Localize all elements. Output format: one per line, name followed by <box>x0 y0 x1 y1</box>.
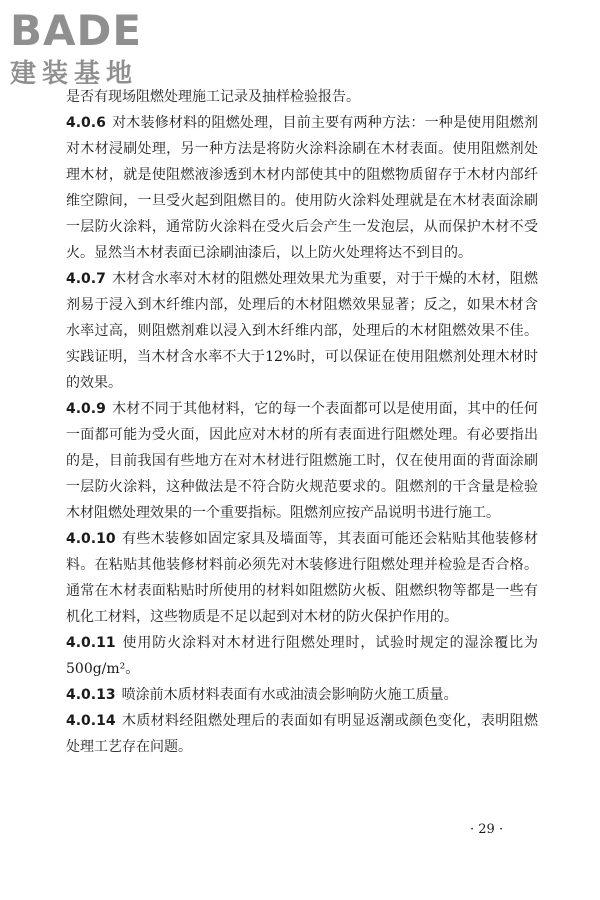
watermark-brand: BADE <box>10 6 143 55</box>
watermark-logo <box>8 6 178 90</box>
clause-number: 4.0.13 <box>66 687 116 703</box>
watermark-subtitle: 建装基地 <box>10 59 139 89</box>
paragraph-text: 有些木装修如固定家具及墙面等，其表面可能还会粘贴其他装修材料。在粘贴其他装修材料前必须先对木装修进行阻燃处理并检验是否合格。通常在木材表面粘贴时所使用的材料如阻燃防火板、阻燃织物等都是一些有机化工材料，这些物质是不足以起到对木材的防火保护作用的。 <box>66 531 538 625</box>
document-body <box>66 84 538 760</box>
paragraph-4-0-13 <box>66 682 538 708</box>
page-number: · 29 · <box>470 822 504 837</box>
clause-number: 4.0.11 <box>66 635 116 651</box>
paragraph-text: 木材含水率对木材的阻燃处理效果尤为重要，对于干燥的木材，阻燃剂易于浸入到木纤维内部，处理后的木材阻燃效果显著；反之，如果木材含水率过高，则阻燃剂难以浸入到木纤维内部，处理后的木材阻燃效果不佳。实践证明，当木材含水率不大于12%时，可以保证在使用阻燃剂处理木材时的效果。 <box>66 271 538 391</box>
clause-number: 4.0.7 <box>66 271 106 287</box>
paragraph-4-0-9 <box>66 396 538 526</box>
paragraph-text: 木质材料经阻燃处理后的表面如有明显返潮或颜色变化，表明阻燃处理工艺存在问题。 <box>66 713 538 755</box>
paragraph-text: 对木装修材料的阻燃处理，目前主要有两种方法：一种是使用阻燃剂对木材浸刷处理，另一种方法是将防火涂料涂刷在木材表面。使用阻燃剂处理木材，就是使阻燃液渗透到木材内部使其中的阻燃物质留存于木材内部纤维空隙间，一旦受火起到阻燃目的。使用防火涂料处理就是在木材表面涂刷一层防火涂料，通常防火涂料在受火后会产生一发泡层，从而保护木材不受火。显然当木材表面已涂刷油漆后，以上防火处理将达不到目的。 <box>66 115 538 261</box>
clause-number: 4.0.9 <box>66 401 106 417</box>
paragraph-text: 木材不同于其他材料，它的每一个表面都可以是使用面，其中的任何一面都可能为受火面，因此应对木材的所有表面进行阻燃处理。有必要指出的是，目前我国有些地方在对木材进行阻燃施工时，仅在使用面的背面涂刷一层防火涂料，这种做法是不符合防火规范要求的。阻燃剂的干含量是检验木材阻燃处理效果的一个重要指标。阻燃剂应按产品说明书进行施工。 <box>66 401 538 521</box>
paragraph-4-0-7 <box>66 266 538 396</box>
paragraph-continuation <box>66 84 538 110</box>
paragraph-text: 喷涂前木质材料表面有水或油渍会影响防火施工质量。 <box>121 687 458 703</box>
paragraph-text: 是否有现场阻燃处理施工记录及抽样检验报告。 <box>66 89 360 105</box>
paragraph-4-0-6 <box>66 110 538 266</box>
clause-number: 4.0.10 <box>66 531 116 547</box>
paragraph-4-0-14 <box>66 708 538 760</box>
paragraph-4-0-11 <box>66 630 538 682</box>
paragraph-4-0-10 <box>66 526 538 630</box>
paragraph-text: 使用防火涂料对木材进行阻燃处理时，试验时规定的湿涂覆比为500g/m²。 <box>66 635 538 677</box>
clause-number: 4.0.6 <box>66 115 106 131</box>
clause-number: 4.0.14 <box>66 713 116 729</box>
